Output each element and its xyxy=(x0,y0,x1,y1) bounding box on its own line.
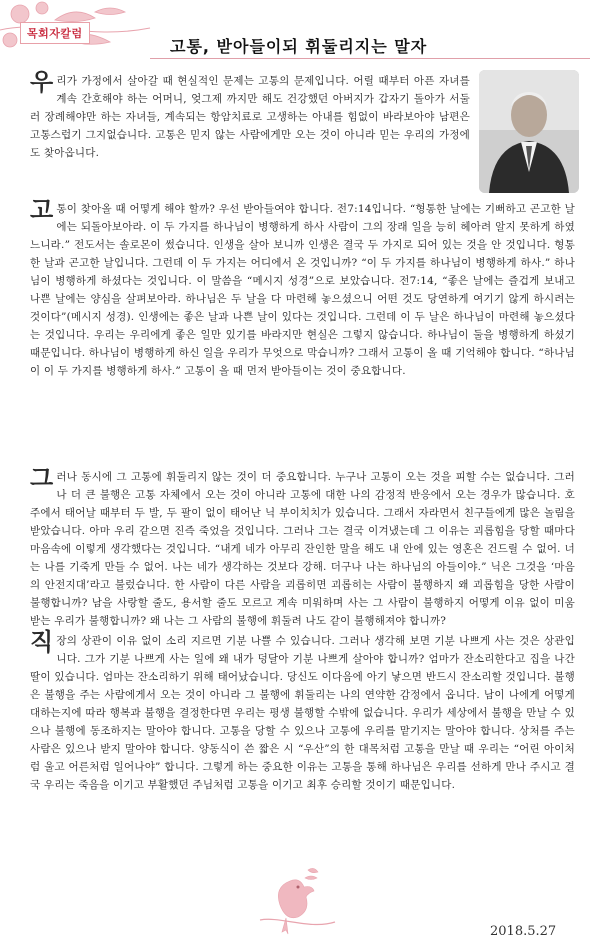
portrait-photo-icon xyxy=(479,70,579,193)
drop-cap: 그 xyxy=(30,464,54,492)
paragraph-text: 통이 찾아올 때 어떻게 해야 할까? 우선 받아들여야 합니다. 전7:14입니다. “형통한 날에는 기뻐하고 곤고한 날에는 되돌아보아라. 이 두 가지를 하나님이 병행하게 하사 사람이 그의 장래 일을 능히 헤아려 알지 못하게 하였느니라.” 전도서는 솔로몬이 썼습니다. 인생을 살아 보니까 인생은 결국 두 가지로 되어 있는 것을 안 것입니다. 형통한 날과 곤고한 날입니다. 그런데 이 두 가지는 어디에서 온 것입니까? “이 두 가지를 하나님이 병행하게 하사.” 하나님이 병행하게 하셨다는 것입니다. 이 말씀을 “메시지 성경”으로 보았습니다. 전7:14, “좋은 날에는 즐겁게 보내고 나쁜 날에는 양심을 살펴보아라. 하나님은 두 날을 다 마련해 놓으셨으니 어떤 것도 당연하게 여기기 않게 하시려는 것이다”(메시지 성경). 인생에는 좋은 날과 나쁜 날이 있다는 것입니다. 그런데 이 두 날은 하나님이 마련해 놓으셨다는 것입니다. 우리는 우리에게 좋은 일만 있기를 바라지만 현실은 그렇지 않습니다. 하나님이 둘을 병행하게 하셨기 때문입니다. 하나님이 병행하게 하신 일을 우리가 무엇으로 막습니까? 그래서 고통이 올 때 기억해야 합니다. “하나님이 이 두 가지를 병행하게 하사.” 고통이 올 때 먼저 받아들이는 것이 중요합니다. xyxy=(30,203,575,377)
page-title: 고통, 받아들이되 휘둘리지는 말자 xyxy=(170,37,428,56)
paragraph-1 xyxy=(30,68,470,162)
bird-on-branch-icon xyxy=(250,860,340,940)
paragraph-text: 리가 가정에서 살아갈 때 현실적인 문제는 고통의 문제입니다. 어릴 때부터 아픈 자녀를 계속 간호해야 하는 어머니, 엊그제 까지만 해도 건강했던 아버지가 갑자기 돌아가 서둘러 장례해야만 하는 자녀들, 계속되는 항암치료로 고생하는 아내를 힘없이 바라보아야 남편은 고통스럽기 그지없습니다. 고통은 믿지 않는 사람에게만 오는 것이 아니라 믿는 우리의 가정에도 찾아옵니다. xyxy=(30,75,470,159)
author-photo xyxy=(479,70,579,193)
publish-date: 2018.5.27 xyxy=(490,924,557,939)
paragraph-3 xyxy=(30,464,575,630)
drop-cap: 고 xyxy=(30,196,54,224)
paragraph-text: 장의 상관이 이유 없이 소리 지르면 기분 나쁠 수 있습니다. 그러나 생각해 보면 기분 나쁘게 사는 것은 상관입니다. 그가 기분 나쁘게 사는 일에 왜 내가 덩달아 기분 나쁘게 살아야 합니까? 엄마가 잔소리한다고 집을 나간 딸이 있습니다. 엄마는 잔소리하기 위해 태어났습니다. 당신도 이다음에 아기 낳으면 반드시 잔소리할 것입니다. 불행은 불행을 주는 사람에게서 오는 것이 아니라 그 불행에 휘둘리는 나의 연약한 감정에서 옵니다. 남이 나에게 어떻게 대하는지에 따라 행복과 불행을 결정한다면 우리는 평생 불행할 수밖에 없습니다. 우리가 세상에서 불행을 만날 수 있으나 불행에 동조하지는 말아야 합니다. 고통을 당할 수 있으나 고통에 우리를 맡기지는 말아야 합니다. 상처를 주는 사람은 있으나 받지 말아야 합니다. 양동식이 쓴 짧은 시 “우산”의 한 대목처럼 고통을 만날 때 우리는 “어린 아이처럼 울고 어른처럼 일어나야” 합니다. 그렇게 하는 중요한 이유는 고통을 통해 하나님은 우리를 선하게 만나 주시고 결국 우리는 죽음을 이기고 부활했던 주님처럼 고통을 이기고 최후 승리할 것이기 때문입니다. xyxy=(30,635,575,791)
paragraph-2 xyxy=(30,196,575,380)
title-divider xyxy=(150,58,590,59)
paragraph-4 xyxy=(30,628,575,794)
paragraph-text: 러나 동시에 그 고통에 휘둘리지 않는 것이 더 중요합니다. 누구나 고통이 오는 것을 피할 수는 없습니다. 그러나 더 큰 불행은 고통 자체에서 오는 것이 아니라 고통에 대한 나의 감정적 반응에서 오는 경우가 많습니다. 호주에서 태어날 때부터 두 발, 두 팔이 없이 태어난 닉 부이치치가 있습니다. 그래서 자라면서 친구들에게 많은 놀림을 받았습니다. 아마 우리 같으면 진즉 죽었을 것입니다. 그러나 그는 결국 이겨냈는데 그 이유는 괴롭힘을 당할 때마다 마음속에 이렇게 생각했다는 것입니다. “내게 네가 아무리 잔인한 말을 해도 내 안에 있는 영혼은 건드릴 수 없어. 너는 나를 기죽게 만들 수 없어. 나는 네가 생각하는 것보다 강해. 더구나 나는 하나님의 아들이야.” 닉은 그것을 ‘마음의 안전지대’라고 불렀습니다. 한 사람이 다른 사람을 괴롭히면 괴롭히는 사람이 불행하지 왜 괴롭힘을 당한 사람이 불행합니까? 남을 사랑할 줄도, 용서할 줄도 모르고 계속 미워하며 사는 그 사람이 불행하지 어떻게 이유 없이 미움 받는 우리가 불행합니까? 왜 나는 그 사람의 불행에 휘둘려 나도 같이 불행해져야 합니까? xyxy=(30,471,575,627)
drop-cap: 우 xyxy=(30,68,54,96)
column-badge: 목회자칼럼 xyxy=(20,22,90,44)
drop-cap: 직 xyxy=(30,628,54,656)
